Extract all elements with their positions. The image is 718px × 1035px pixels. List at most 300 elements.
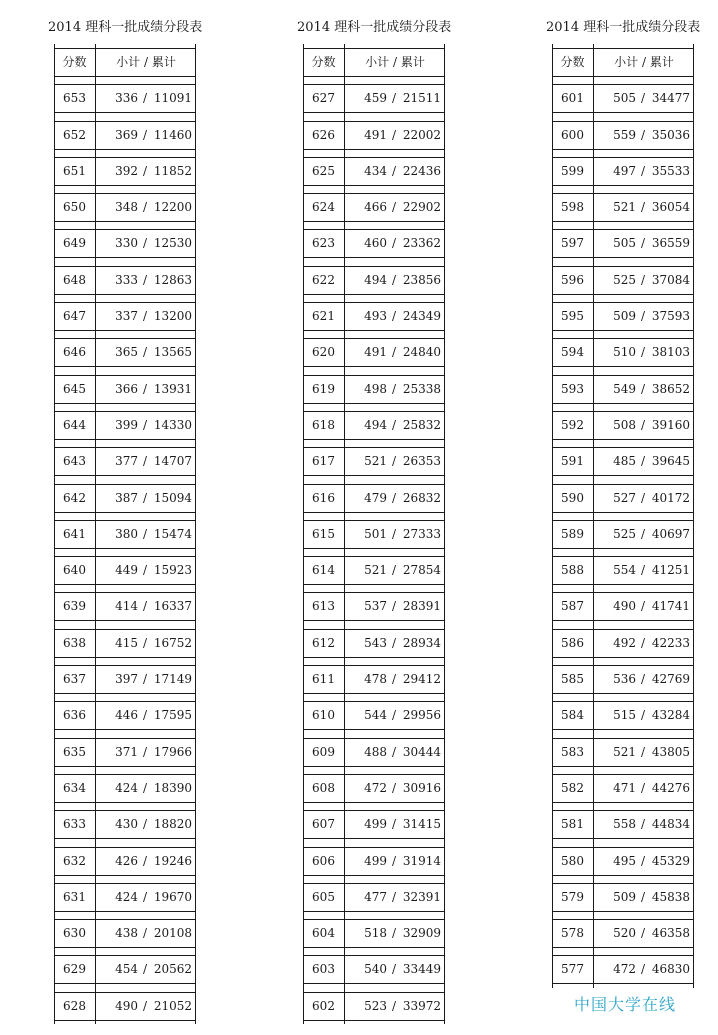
count-cell xyxy=(596,340,692,364)
count-cell xyxy=(98,957,194,981)
table-row xyxy=(552,734,694,770)
separator: / xyxy=(142,417,148,432)
table-row xyxy=(303,879,445,915)
header-score: 分数 xyxy=(311,55,336,69)
cell-border xyxy=(593,588,594,624)
cumulative-value: 23856 xyxy=(402,272,441,287)
cumulative-value: 33449 xyxy=(402,962,441,977)
cell-border xyxy=(593,661,594,697)
separator: / xyxy=(640,490,646,505)
table-row xyxy=(552,552,694,588)
subtotal-value: 525 xyxy=(613,526,636,541)
count-cell xyxy=(596,703,692,727)
separator: / xyxy=(391,780,397,795)
separator: / xyxy=(391,200,397,215)
table-row xyxy=(552,516,694,552)
subtotal-value: 478 xyxy=(364,672,387,687)
subtotal-value: 472 xyxy=(364,780,387,795)
cumulative-value: 12530 xyxy=(153,236,192,251)
score-cell: 650 xyxy=(63,200,86,215)
table-row xyxy=(552,879,694,915)
cumulative-value: 22002 xyxy=(402,127,441,142)
table-row xyxy=(303,480,445,516)
cumulative-value: 34477 xyxy=(651,91,690,106)
score-cell: 616 xyxy=(312,490,335,505)
count-cell xyxy=(347,703,443,727)
cumulative-value: 29412 xyxy=(402,672,441,687)
score-cell: 615 xyxy=(312,526,335,541)
separator: / xyxy=(391,998,397,1013)
cumulative-value: 38652 xyxy=(651,381,690,396)
score-cell: 625 xyxy=(312,163,335,178)
table-row xyxy=(54,697,196,733)
subtotal-value: 446 xyxy=(115,708,138,723)
score-cell: 651 xyxy=(63,163,86,178)
subtotal-value: 509 xyxy=(613,309,636,324)
cumulative-value: 22436 xyxy=(402,163,441,178)
count-cell xyxy=(347,594,443,618)
count-cell xyxy=(98,849,194,873)
count-cell xyxy=(596,667,692,691)
header-count: 小计 / 累计 xyxy=(614,55,674,69)
table-row xyxy=(552,697,694,733)
cell-border xyxy=(444,480,445,516)
count-cell xyxy=(347,849,443,873)
separator: / xyxy=(142,780,148,795)
cumulative-value: 46358 xyxy=(651,926,690,941)
separator: / xyxy=(142,599,148,614)
subtotal-value: 430 xyxy=(115,817,138,832)
table-header-row xyxy=(303,44,445,80)
cell-border xyxy=(344,80,345,116)
score-cell: 649 xyxy=(63,236,86,251)
count-cell xyxy=(98,159,194,183)
count-cell xyxy=(347,377,443,401)
table-row xyxy=(54,334,196,370)
table-row xyxy=(552,334,694,370)
subtotal-value: 518 xyxy=(364,926,387,941)
cell-border xyxy=(593,80,594,116)
cumulative-value: 32909 xyxy=(402,926,441,941)
cell-border xyxy=(444,225,445,261)
cell-border xyxy=(344,588,345,624)
cell-border xyxy=(195,661,196,697)
subtotal-value: 477 xyxy=(364,889,387,904)
separator: / xyxy=(142,889,148,904)
table-row xyxy=(54,480,196,516)
cell-border xyxy=(593,915,594,951)
score-cell: 633 xyxy=(63,817,86,832)
cell-border xyxy=(95,189,96,225)
score-cell: 634 xyxy=(63,780,86,795)
table-row xyxy=(552,480,694,516)
subtotal-value: 498 xyxy=(364,381,387,396)
score-cell: 621 xyxy=(312,309,335,324)
score-cell: 635 xyxy=(63,744,86,759)
cell-border xyxy=(444,951,445,987)
table-row xyxy=(552,588,694,624)
separator: / xyxy=(640,200,646,215)
score-cell: 609 xyxy=(312,744,335,759)
subtotal-value: 459 xyxy=(364,91,387,106)
subtotal-value: 494 xyxy=(364,272,387,287)
cell-border xyxy=(444,770,445,806)
table-row xyxy=(54,262,196,298)
separator: / xyxy=(640,599,646,614)
cumulative-value: 32391 xyxy=(402,889,441,904)
subtotal-value: 527 xyxy=(613,490,636,505)
subtotal-value: 508 xyxy=(613,417,636,432)
cell-border xyxy=(95,225,96,261)
table-row xyxy=(552,843,694,879)
cell-border xyxy=(693,588,694,624)
count-cell xyxy=(596,631,692,655)
subtotal-value: 490 xyxy=(613,599,636,614)
cumulative-value: 39160 xyxy=(651,417,690,432)
cell-border xyxy=(95,951,96,987)
table-row xyxy=(54,734,196,770)
separator: / xyxy=(391,599,397,614)
table-row xyxy=(303,117,445,153)
cell-border xyxy=(195,697,196,733)
score-cell: 604 xyxy=(312,926,335,941)
subtotal-value: 509 xyxy=(613,889,636,904)
cumulative-value: 36054 xyxy=(651,200,690,215)
count-cell xyxy=(596,159,692,183)
cell-border xyxy=(693,661,694,697)
header-score: 分数 xyxy=(62,55,87,69)
score-cell: 582 xyxy=(561,780,584,795)
count-cell xyxy=(347,885,443,909)
count-cell xyxy=(347,340,443,364)
cumulative-value: 36559 xyxy=(651,236,690,251)
cell-border xyxy=(344,153,345,189)
cumulative-value: 44834 xyxy=(651,817,690,832)
table-row xyxy=(54,443,196,479)
score-cell: 618 xyxy=(312,417,335,432)
score-cell: 598 xyxy=(561,200,584,215)
cumulative-value: 38103 xyxy=(651,345,690,360)
cell-border xyxy=(693,552,694,588)
cell-border xyxy=(693,334,694,370)
separator: / xyxy=(142,526,148,541)
cumulative-value: 21511 xyxy=(402,91,441,106)
score-cell: 579 xyxy=(561,889,584,904)
count-cell xyxy=(596,86,692,110)
separator: / xyxy=(142,853,148,868)
cell-border xyxy=(593,697,594,733)
cell-border xyxy=(195,44,196,80)
table-row xyxy=(54,588,196,624)
table-row xyxy=(552,661,694,697)
cumulative-value: 39645 xyxy=(651,454,690,469)
separator: / xyxy=(640,853,646,868)
cell-border xyxy=(444,407,445,443)
cell-border xyxy=(195,189,196,225)
cell-border xyxy=(593,806,594,842)
subtotal-value: 471 xyxy=(613,780,636,795)
cell-border xyxy=(344,44,345,80)
score-cell: 581 xyxy=(561,817,584,832)
score-cell: 580 xyxy=(561,853,584,868)
subtotal-value: 485 xyxy=(613,454,636,469)
cell-border xyxy=(195,915,196,951)
subtotal-value: 520 xyxy=(613,926,636,941)
separator: / xyxy=(391,272,397,287)
table-row xyxy=(303,443,445,479)
table-row xyxy=(303,770,445,806)
cell-border xyxy=(593,225,594,261)
cell-border xyxy=(693,879,694,915)
count-cell xyxy=(347,740,443,764)
cumulative-value: 25338 xyxy=(402,381,441,396)
count-cell xyxy=(596,558,692,582)
count-cell xyxy=(596,413,692,437)
subtotal-value: 397 xyxy=(115,672,138,687)
subtotal-value: 472 xyxy=(613,962,636,977)
cell-border xyxy=(593,371,594,407)
cell-border xyxy=(693,915,694,951)
cumulative-value: 14330 xyxy=(153,417,192,432)
count-cell xyxy=(596,921,692,945)
subtotal-value: 488 xyxy=(364,744,387,759)
table-row xyxy=(54,625,196,661)
cell-border xyxy=(693,625,694,661)
score-cell: 624 xyxy=(312,200,335,215)
cumulative-value: 44276 xyxy=(651,780,690,795)
subtotal-value: 537 xyxy=(364,599,387,614)
cell-border xyxy=(344,915,345,951)
separator: / xyxy=(640,817,646,832)
separator: / xyxy=(640,454,646,469)
cumulative-value: 16752 xyxy=(153,635,192,650)
cell-border xyxy=(344,734,345,770)
separator: / xyxy=(391,345,397,360)
score-cell: 601 xyxy=(561,91,584,106)
table-row xyxy=(552,443,694,479)
separator: / xyxy=(391,889,397,904)
subtotal-value: 415 xyxy=(115,635,138,650)
subtotal-value: 493 xyxy=(364,309,387,324)
cumulative-value: 35533 xyxy=(651,163,690,178)
table-row xyxy=(54,552,196,588)
subtotal-value: 495 xyxy=(613,853,636,868)
subtotal-value: 369 xyxy=(115,127,138,142)
cell-border xyxy=(95,879,96,915)
cell-border xyxy=(95,734,96,770)
cumulative-value: 15923 xyxy=(153,563,192,578)
subtotal-value: 490 xyxy=(115,998,138,1013)
cell-border xyxy=(593,44,594,80)
cell-border xyxy=(444,552,445,588)
subtotal-value: 449 xyxy=(115,563,138,578)
cumulative-value: 19670 xyxy=(153,889,192,904)
table-row xyxy=(54,117,196,153)
subtotal-value: 414 xyxy=(115,599,138,614)
cumulative-value: 20562 xyxy=(153,962,192,977)
cell-border xyxy=(344,371,345,407)
cell-border xyxy=(95,298,96,334)
cumulative-value: 12863 xyxy=(153,272,192,287)
cell-border xyxy=(444,588,445,624)
header-score: 分数 xyxy=(560,55,585,69)
table-row xyxy=(552,262,694,298)
table-row xyxy=(54,915,196,951)
separator: / xyxy=(391,817,397,832)
cell-border xyxy=(593,625,594,661)
cell-border xyxy=(344,407,345,443)
cumulative-value: 43284 xyxy=(651,708,690,723)
count-cell xyxy=(596,449,692,473)
score-cell: 583 xyxy=(561,744,584,759)
score-cell: 578 xyxy=(561,926,584,941)
cumulative-value: 31415 xyxy=(402,817,441,832)
table-row xyxy=(303,552,445,588)
cell-border xyxy=(344,443,345,479)
cumulative-value: 28391 xyxy=(402,599,441,614)
count-cell xyxy=(98,921,194,945)
subtotal-value: 424 xyxy=(115,889,138,904)
cell-border xyxy=(344,298,345,334)
cell-border xyxy=(95,843,96,879)
score-table xyxy=(303,44,445,1024)
table-row xyxy=(54,843,196,879)
count-cell xyxy=(98,86,194,110)
site-watermark: 中国大学在线 xyxy=(574,995,677,1014)
separator: / xyxy=(391,526,397,541)
count-cell xyxy=(596,522,692,546)
table-row xyxy=(303,588,445,624)
separator: / xyxy=(391,163,397,178)
cumulative-value: 43805 xyxy=(651,744,690,759)
table-row xyxy=(303,262,445,298)
subtotal-value: 371 xyxy=(115,744,138,759)
cumulative-value: 21052 xyxy=(153,998,192,1013)
table-row xyxy=(54,189,196,225)
table-row xyxy=(303,80,445,116)
table-row xyxy=(552,951,694,987)
count-cell xyxy=(596,594,692,618)
score-cell: 591 xyxy=(561,454,584,469)
table-row xyxy=(54,298,196,334)
table-row xyxy=(303,915,445,951)
count-cell xyxy=(347,667,443,691)
cell-border xyxy=(195,770,196,806)
cell-border xyxy=(195,371,196,407)
subtotal-value: 365 xyxy=(115,345,138,360)
cell-border xyxy=(444,661,445,697)
score-cell: 613 xyxy=(312,599,335,614)
count-cell xyxy=(98,631,194,655)
cumulative-value: 30444 xyxy=(402,744,441,759)
count-cell xyxy=(98,522,194,546)
subtotal-value: 337 xyxy=(115,309,138,324)
cumulative-value: 30916 xyxy=(402,780,441,795)
cell-border xyxy=(344,552,345,588)
separator: / xyxy=(142,635,148,650)
cell-border xyxy=(344,625,345,661)
cell-border xyxy=(444,189,445,225)
cell-border xyxy=(95,262,96,298)
score-cell: 630 xyxy=(63,926,86,941)
count-cell xyxy=(98,304,194,328)
table-row xyxy=(303,298,445,334)
cumulative-value: 15094 xyxy=(153,490,192,505)
cumulative-value: 37084 xyxy=(651,272,690,287)
cell-border xyxy=(344,843,345,879)
score-cell: 612 xyxy=(312,635,335,650)
cumulative-value: 23362 xyxy=(402,236,441,251)
cell-border xyxy=(444,879,445,915)
score-cell: 619 xyxy=(312,381,335,396)
table-row xyxy=(552,371,694,407)
separator: / xyxy=(142,672,148,687)
separator: / xyxy=(391,853,397,868)
cell-border xyxy=(95,625,96,661)
cell-border xyxy=(693,443,694,479)
score-cell: 589 xyxy=(561,526,584,541)
count-cell xyxy=(347,449,443,473)
count-cell xyxy=(98,885,194,909)
cumulative-value: 20108 xyxy=(153,926,192,941)
count-cell xyxy=(98,703,194,727)
count-cell xyxy=(596,195,692,219)
separator: / xyxy=(142,490,148,505)
cell-border xyxy=(344,117,345,153)
separator: / xyxy=(391,708,397,723)
count-cell xyxy=(347,921,443,945)
cell-border xyxy=(444,843,445,879)
count-cell xyxy=(347,812,443,836)
subtotal-value: 380 xyxy=(115,526,138,541)
table-row xyxy=(552,806,694,842)
score-cell: 652 xyxy=(63,127,86,142)
count-cell xyxy=(347,957,443,981)
separator: / xyxy=(391,454,397,469)
cell-border xyxy=(593,153,594,189)
score-cell: 590 xyxy=(561,490,584,505)
cumulative-value: 14707 xyxy=(153,454,192,469)
separator: / xyxy=(640,563,646,578)
cell-border xyxy=(195,334,196,370)
score-cell: 643 xyxy=(63,454,86,469)
cell-border xyxy=(444,262,445,298)
separator: / xyxy=(391,744,397,759)
cell-border xyxy=(444,298,445,334)
count-cell xyxy=(98,195,194,219)
cell-border xyxy=(195,443,196,479)
subtotal-value: 392 xyxy=(115,163,138,178)
cell-border xyxy=(693,407,694,443)
table-row xyxy=(303,951,445,987)
table-row xyxy=(303,661,445,697)
table-row xyxy=(303,625,445,661)
cell-border xyxy=(693,734,694,770)
cumulative-value: 41741 xyxy=(651,599,690,614)
table-row xyxy=(552,225,694,261)
cell-border xyxy=(444,806,445,842)
subtotal-value: 544 xyxy=(364,708,387,723)
cell-border xyxy=(95,516,96,552)
cumulative-value: 33972 xyxy=(402,998,441,1013)
cell-border xyxy=(95,661,96,697)
cell-border xyxy=(95,588,96,624)
cell-border xyxy=(593,117,594,153)
score-cell: 584 xyxy=(561,708,584,723)
cell-border xyxy=(195,552,196,588)
score-cell: 648 xyxy=(63,272,86,287)
cell-border xyxy=(693,697,694,733)
